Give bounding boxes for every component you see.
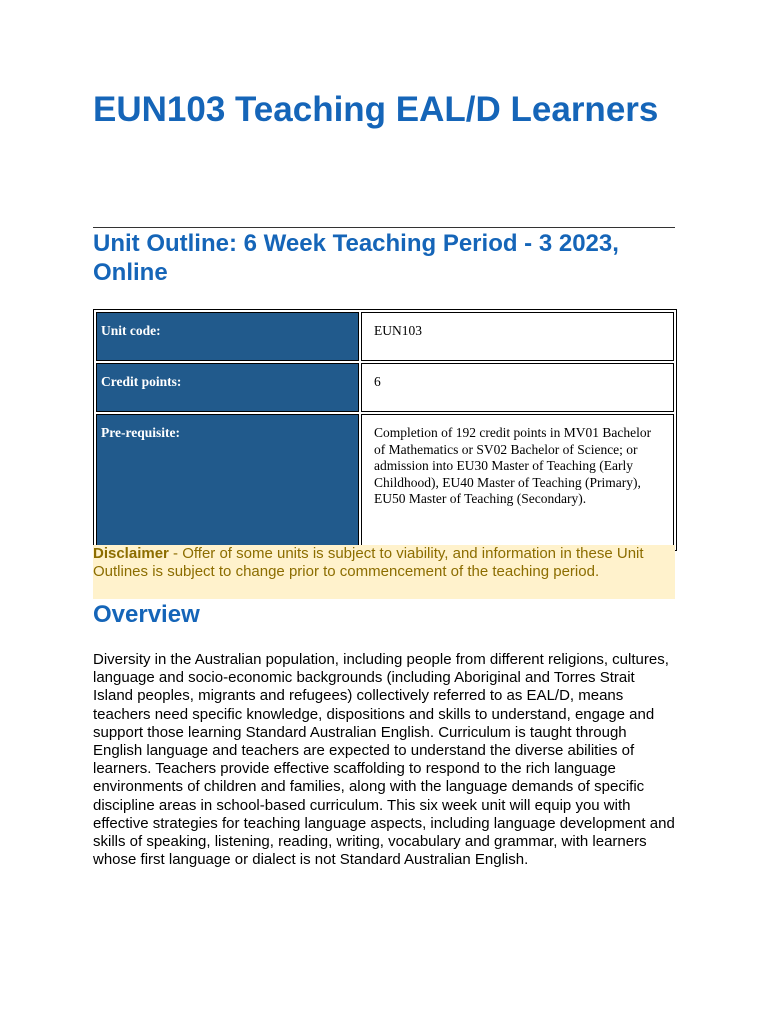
prerequisite-value: Completion of 192 credit points in MV01 Bachelor of Mathematics or SV02 Bachelor of Science; or admission into EU30 Master of Teaching (Early Childhood), EU40 Master of Teaching (Primary), EU50 Master of Teaching (Secondary). xyxy=(361,414,674,548)
disclaimer-box xyxy=(93,545,675,599)
credit-points-label: Credit points: xyxy=(96,363,359,412)
unit-info-table xyxy=(93,309,677,551)
table-row xyxy=(96,414,674,548)
disclaimer-label: Disclaimer xyxy=(93,545,169,562)
overview-heading: Overview xyxy=(93,601,200,628)
overview-paragraph: Diversity in the Australian population, including people from different religions, cultures, language and socio-economic backgrounds (including Aboriginal and Torres Strait Island peoples, migrants and refugees) collectively referred to as EAL/D, means teachers need specific knowledge, dispositions and skills to understand, engage and support those learning Standard Australian English. Curriculum is taught through English language and teachers are expected to understand the diverse abilities of learners. Teachers provide effective scaffolding to respond to the rich language environments of children and families, along with the language demands of specific discipline areas in school-based curriculum. This six week unit will equip you with effective strategies for teaching language aspects, including language development and skills of speaking, listening, reading, writing, vocabulary and grammar, with learners whose first language or dialect is not Standard Australian English. xyxy=(93,651,675,869)
document-title: EUN103 Teaching EAL/D Learners xyxy=(93,90,659,129)
unit-outline-subtitle: Unit Outline: 6 Week Teaching Period - 3 2023, Online xyxy=(93,230,619,286)
table-row xyxy=(96,312,674,361)
credit-points-value: 6 xyxy=(361,363,674,412)
prerequisite-label: Pre-requisite: xyxy=(96,414,359,548)
unit-code-label: Unit code: xyxy=(96,312,359,361)
disclaimer-text: - Offer of some units is subject to viability, and information in these Unit Outlines is subject to change prior to commencement of the teaching period. xyxy=(93,545,644,580)
unit-code-value: EUN103 xyxy=(361,312,674,361)
table-row xyxy=(96,363,674,412)
horizontal-divider xyxy=(93,227,675,228)
